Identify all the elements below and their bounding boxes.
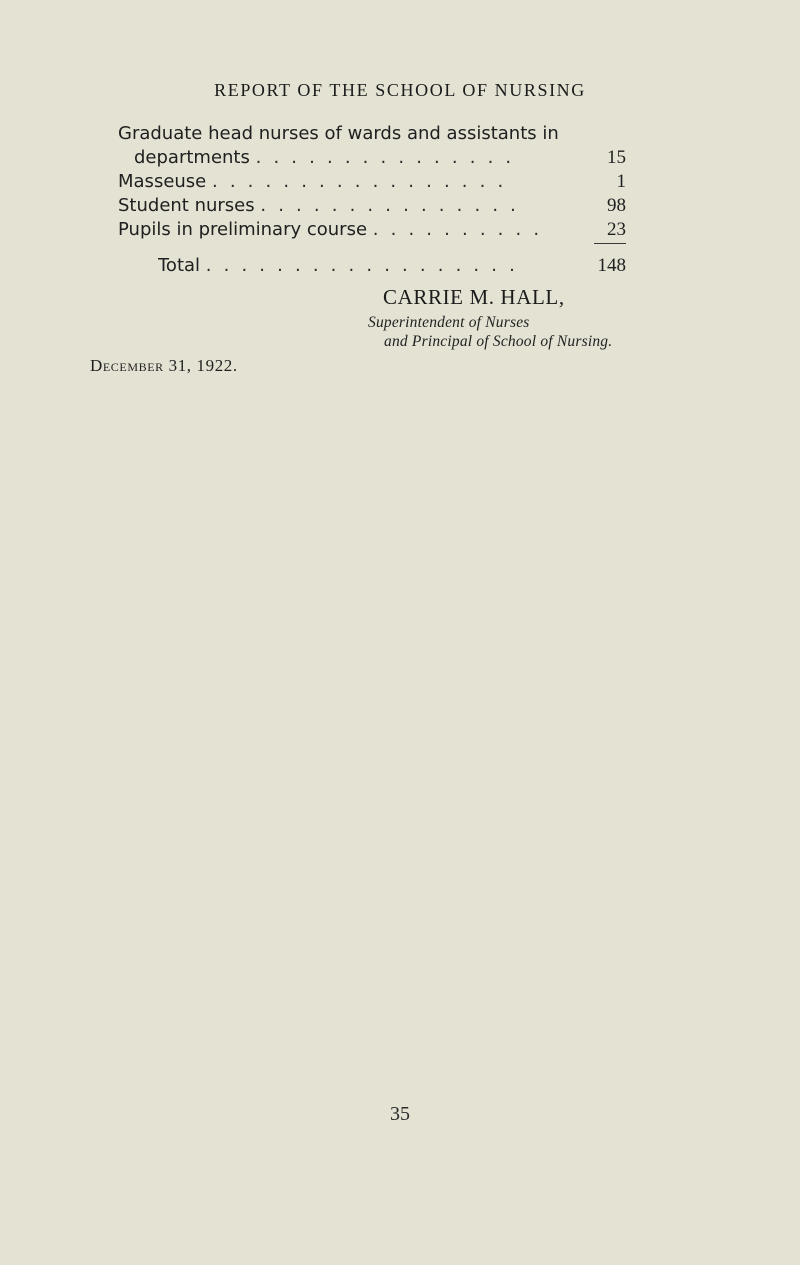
row-label-with-leader (158, 255, 588, 276)
total-label: Total (158, 255, 201, 276)
dot-leader: . . . . . . . . . . . . . . . (255, 147, 515, 168)
total-value: 148 (597, 255, 626, 276)
dot-leader: . . . . . . . . . . (372, 219, 543, 240)
signature-name: CARRIE M. HALL, (383, 285, 565, 309)
page-number: 35 (390, 1103, 410, 1125)
page-header: REPORT OF THE SCHOOL OF NURSING (214, 80, 586, 100)
table-row (118, 219, 626, 243)
signature-title-line2: and Principal of School of Nursing. (384, 333, 613, 350)
table-row (118, 123, 626, 147)
row-label: Student nurses (118, 195, 255, 216)
sum-rule (594, 243, 626, 244)
row-value: 23 (607, 219, 626, 240)
dot-leader: . . . . . . . . . . . . . . . . . (212, 171, 507, 192)
dot-leader: . . . . . . . . . . . . . . . . . . (205, 255, 519, 276)
table-row (118, 171, 626, 195)
document-date: December 31, 1922. (90, 356, 238, 375)
signature-title-line1: Superintendent of Nurses (368, 314, 530, 331)
row-label: Graduate head nurses of wards and assistants in (118, 123, 559, 144)
row-value: 98 (607, 195, 626, 216)
row-value: 1 (616, 171, 626, 192)
row-value: 15 (607, 147, 626, 168)
table-row (118, 195, 626, 219)
row-label-with-leader (118, 195, 588, 216)
total-row (118, 255, 626, 279)
row-label-with-leader (118, 219, 588, 240)
row-label-with-leader (134, 147, 588, 168)
row-label: departments (134, 147, 250, 168)
row-label: Pupils in preliminary course (118, 219, 368, 240)
row-label-with-leader (118, 171, 588, 192)
table-row (118, 147, 626, 171)
dot-leader: . . . . . . . . . . . . . . . (260, 195, 520, 216)
row-label: Masseuse (118, 171, 207, 192)
